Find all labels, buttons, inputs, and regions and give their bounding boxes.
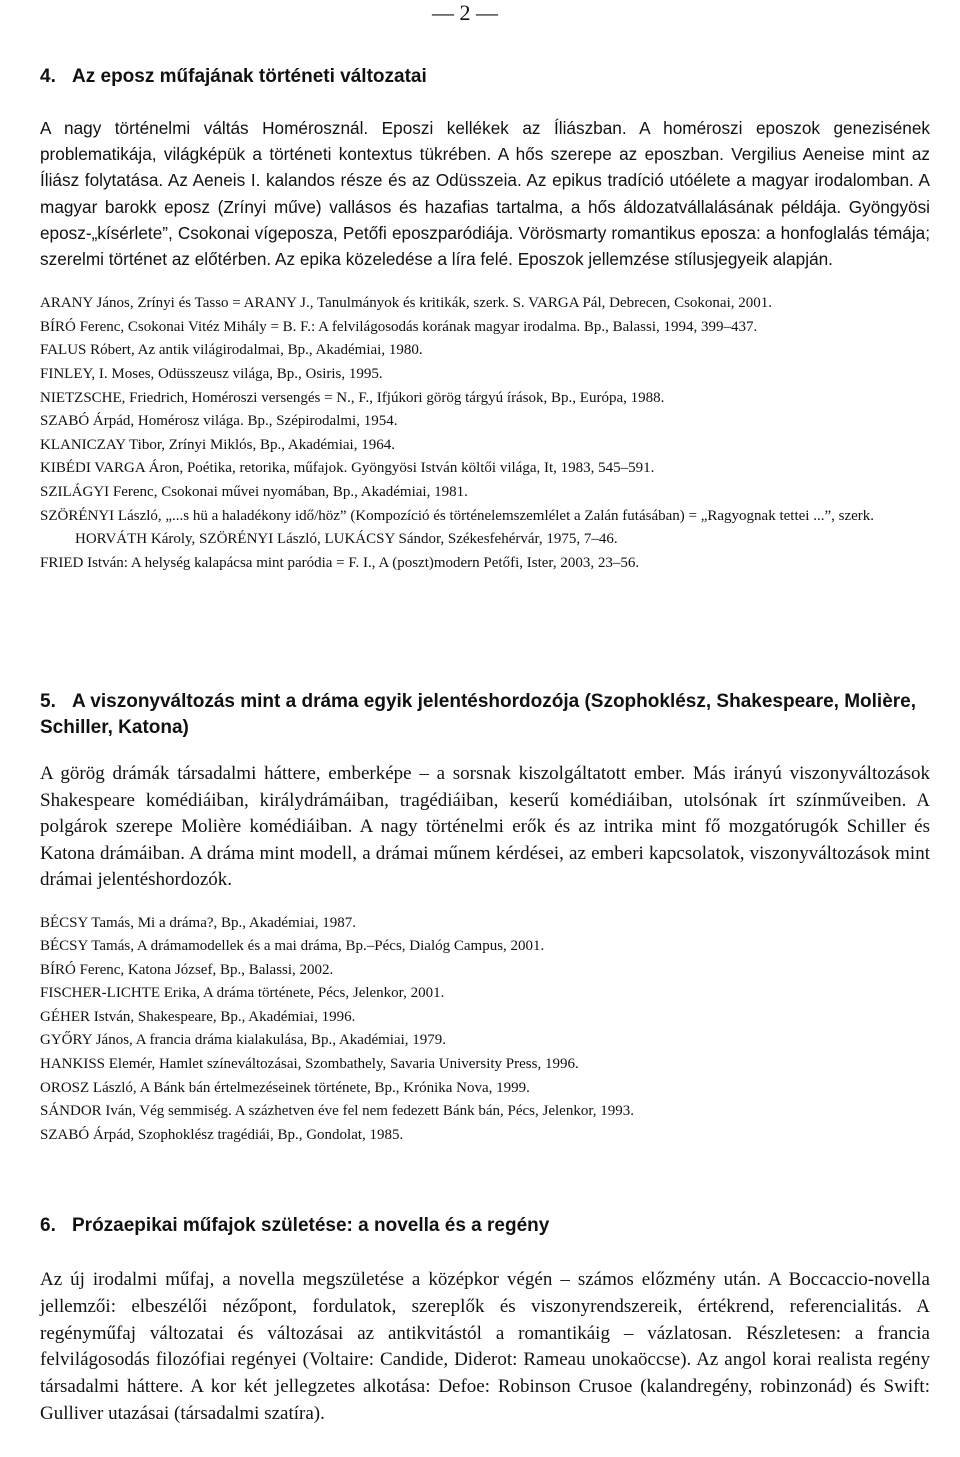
section-5 [40, 689, 930, 1147]
section-body: A nagy történelmi váltás Homérosznál. Eposzi kellékek az Íliászban. A homéroszi eposzok genezisének problematikája, világképük a történeti kontextus tükrében. A hős szerepe az eposzban. Vergilius Aeneise mint az Íliász folytatása. Az Aeneis I. kalandos része és az Odüsszeia. Az epikus tradíció utóélete a magyar irodalomban. A magyar barokk eposz (Zrínyi műve) vallásos és hazafias tartalma, a hős áldozatvállalásának példája. Gyöngyösi eposz-„kísérlete”, Csokonai vígeposza, Petőfi eposzparódiája. Vörösmarty romantikus eposza: a honfoglalás témája; szerelmi történet az előtérben. Az epika közeledése a líra felé. Eposzok jellemzése stílusjegyeik alapján. [40, 118, 930, 270]
section-number: 5. [40, 691, 56, 712]
reference-item: KLANICZAY Tibor, Zrínyi Miklós, Bp., Akadémiai, 1964. [40, 436, 395, 453]
reference-item: BÍRÓ Ferenc, Katona József, Bp., Balassi, 2002. [40, 961, 334, 978]
reference-item: FRIED István: A helység kalapácsa mint paródia = F. I., A (poszt)modern Petőfi, Ister, 2003, 23–56. [40, 554, 640, 571]
reference-item: SZABÓ Árpád, Szophoklész tragédiái, Bp., Gondolat, 1985. [40, 1126, 404, 1143]
reference-list [40, 292, 930, 575]
reference-item: SÁNDOR Iván, Vég semmiség. A százhetven éve fel nem fedezett Bánk bán, Pécs, Jelenkor, 1993. [40, 1103, 634, 1120]
section-title: Az eposz műfajának történeti változatai [72, 66, 427, 87]
section-heading [40, 64, 930, 90]
reference-item: FALUS Róbert, Az antik világirodalmai, Bp., Akadémiai, 1980. [40, 342, 423, 359]
section-4 [40, 64, 930, 575]
reference-item: BÉCSY Tamás, A drámamodellek és a mai dráma, Bp.–Pécs, Dialóg Campus, 2001. [40, 938, 545, 955]
section-number: 4. [40, 66, 56, 87]
reference-item: BÉCSY Tamás, Mi a dráma?, Bp., Akadémiai, 1987. [40, 914, 356, 931]
section-body: Az új irodalmi műfaj, a novella megszületése a középkor végén – számos előzmény után. A Boccaccio-novella jellemzői: elbeszélői nézőpont, fordulatok, szereplők és viszonyrendszereik, értékrend, referencialitás. A regényműfaj változatai és változásai az antikvitástól a romantikáig – vázlatosan. Részletesen: a francia felvilágosodás filozófiai regényei (Voltaire: Candide, Diderot: Rameau unokaöccse). Az angol korai realista regény társadalmi háttere. A kor két jellegzetes alkotása: Defoe: Robinson Crusoe (kalandregény, robinzonád) és Swift: Gulliver utazásai (társadalmi szatíra). [40, 1269, 930, 1424]
reference-item: NIETZSCHE, Friedrich, Homéroszi versengés = N., F., Ifjúkori görög tárgyú írások, Bp., Európa, 1988. [40, 389, 665, 406]
reference-item: FINLEY, I. Moses, Odüsszeusz világa, Bp., Osiris, 1995. [40, 366, 383, 382]
reference-item: OROSZ László, A Bánk bán értelmezéseinek története, Bp., Krónika Nova, 1999. [40, 1079, 530, 1096]
reference-item: ARANY János, Zrínyi és Tasso = ARANY J., Tanulmányok és kritikák, szerk. S. VARGA Pál, Debrecen, Csokonai, 2001. [40, 295, 773, 312]
reference-list [40, 912, 930, 1148]
section-title: Prózaepikai műfajok születése: a novella és a regény [72, 1215, 550, 1236]
reference-item: HANKISS Elemér, Hamlet színeváltozásai, Szombathely, Savaria University Press, 1996. [40, 1056, 579, 1073]
reference-item: GYŐRY János, A francia dráma kialakulása, Bp., Akadémiai, 1979. [40, 1032, 447, 1049]
reference-item: GÉHER István, Shakespeare, Bp., Akadémiai, 1996. [40, 1008, 356, 1025]
reference-item: KIBÉDI VARGA Áron, Poétika, retorika, műfajok. Gyöngyösi István költői világa, It, 1983, 545–591. [40, 460, 655, 477]
reference-item: SZÖRÉNYI László, „...s hü a haladékony idő/höz” (Kompozíció és történelemszemlélet a Zalán futásában) = „Ragyognak tettei ...”, szerk. HORVÁTH Károly, SZÖRÉNYI László, LUKÁCSY Sándor, Székesfehérvár, 1975, 7–46. [40, 507, 875, 548]
section-heading [40, 689, 930, 741]
section-body: A görög drámák társadalmi háttere, emberképe – a sorsnak kiszolgáltatott ember. Más irányú viszonyváltozások Shakespeare komédiáiban, királydrámáiban, tragédiáiban, keserű komédiáiban, utolsónak írt színműveiben. A polgárok szerepe Molière komédiáiban. A nagy történelmi erők és az intrika mint fő mozgatórugók Schiller és Katona drámáiban. A dráma mint modell, a drámai műnem kérdései, az emberi kapcsolatok, viszonyváltozások mint drámai jelentéshordozók. [40, 763, 930, 890]
section-6 [40, 1213, 930, 1428]
reference-item: SZABÓ Árpád, Homérosz világa. Bp., Szépirodalmi, 1954. [40, 413, 398, 430]
section-heading [40, 1213, 930, 1239]
reference-item: FISCHER-LICHTE Erika, A dráma története, Pécs, Jelenkor, 2001. [40, 985, 445, 1002]
section-title: A viszonyváltozás mint a dráma egyik jelentéshordozója (Szophoklész, Shakespeare, Molière, Schiller, Katona) [40, 691, 917, 738]
page-number: — 2 — [432, 0, 498, 25]
section-number: 6. [40, 1215, 56, 1236]
reference-item: SZILÁGYI Ferenc, Csokonai művei nyomában, Bp., Akadémiai, 1981. [40, 483, 468, 500]
reference-item: BÍRÓ Ferenc, Csokonai Vitéz Mihály = B. F.: A felvilágosodás korának magyar irodalma. Bp., Balassi, 1994, 399–437. [40, 318, 758, 335]
